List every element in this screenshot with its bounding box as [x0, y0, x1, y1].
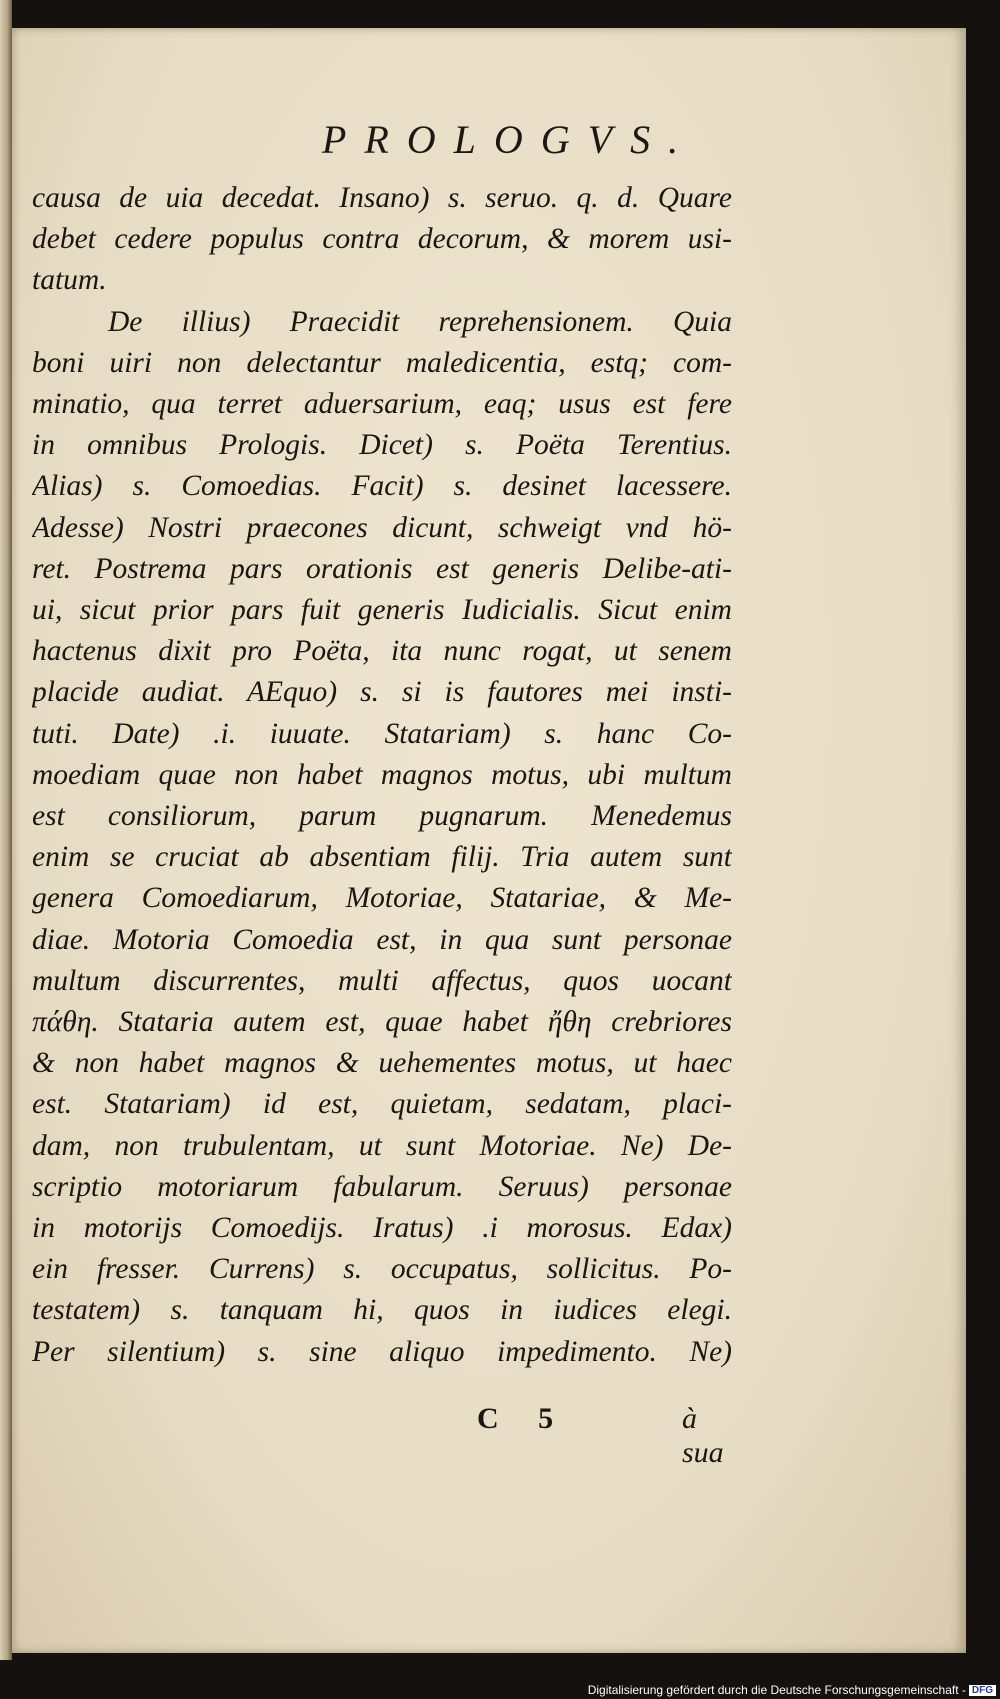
- text-line: tatum.: [32, 264, 107, 297]
- text-line: boni uiri non delectantur maledicentia, estq; com-: [32, 346, 732, 379]
- text-line: tuti. Date) .i. iuuate. Statariam) s. hanc Co-: [32, 717, 732, 750]
- digitization-credit: [588, 1683, 996, 1697]
- text-line: multum discurrentes, multi affectus, quos uocant: [32, 964, 732, 997]
- book-edge: [0, 0, 12, 1660]
- body-text: [32, 178, 732, 1373]
- text-line: ein fresser. Currens) s. occupatus, sollicitus. Po-: [32, 1253, 732, 1286]
- text-line: est. Statariam) id est, quietam, sedatam, placi-: [32, 1088, 732, 1121]
- text-line: in motorijs Comoedijs. Iratus) .i morosus. Edax): [32, 1212, 732, 1245]
- text-line: minatio, qua terret aduersarium, eaq; usus est fere: [32, 388, 732, 421]
- text-line: scriptio motoriarum fabularum. Seruus) personae: [32, 1170, 732, 1203]
- text-line: ret. Postrema pars orationis est generis Delibe-ati-: [32, 552, 732, 585]
- text-line: placide audiat. AEquo) s. si is fautores mei insti-: [32, 676, 732, 709]
- credit-text: Digitalisierung gefördert durch die Deutsche Forschungsgemeinschaft -: [587, 1683, 966, 1697]
- text-line: De illius) Praecidit reprehensionem. Quia: [108, 305, 732, 338]
- text-line: debet cedere populus contra decorum, & morem usi-: [32, 223, 732, 256]
- text-line: Alias) s. Comoedias. Facit) s. desinet lacessere.: [32, 470, 732, 503]
- text-line: est consiliorum, parum pugnarum. Menedemus: [32, 800, 732, 833]
- book-page: [12, 28, 966, 1653]
- text-line: Adesse) Nostri praecones dicunt, schweigt vnd hö-: [32, 511, 732, 544]
- text-line: ui, sicut prior pars fuit generis Iudicialis. Sicut enim: [32, 594, 732, 627]
- text-line: testatem) s. tanquam hi, quos in iudices elegi.: [32, 1294, 732, 1327]
- text-line: Per silentium) s. sine aliquo impedimento. Ne): [32, 1335, 732, 1368]
- text-line: & non habet magnos & uehementes motus, ut haec: [32, 1047, 732, 1080]
- text-line: πάθη. Stataria autem est, quae habet ἤθη crebriores: [32, 1006, 732, 1039]
- catchword: à sua: [682, 1402, 724, 1469]
- text-line: enim se cruciat ab absentiam filij. Tria autem sunt: [32, 841, 732, 874]
- text-line: hactenus dixit pro Poëta, ita nunc rogat, ut senem: [32, 635, 732, 668]
- text-line: diae. Motoria Comoedia est, in qua sunt personae: [32, 923, 732, 956]
- dfg-logo: DFG: [969, 1685, 996, 1696]
- text-line: moediam quae non habet magnos motus, ubi multum: [32, 758, 732, 791]
- running-head: PROLOGVS.: [321, 117, 697, 162]
- signature-mark: C 5: [477, 1402, 570, 1435]
- text-line: in omnibus Prologis. Dicet) s. Poëta Terentius.: [32, 429, 732, 462]
- text-line: causa de uia decedat. Insano) s. seruo. q. d. Quare: [32, 182, 732, 214]
- text-line: dam, non trubulentam, ut sunt Motoriae. Ne) De-: [32, 1129, 732, 1162]
- text-line: genera Comoediarum, Motoriae, Statariae, & Me-: [32, 882, 732, 915]
